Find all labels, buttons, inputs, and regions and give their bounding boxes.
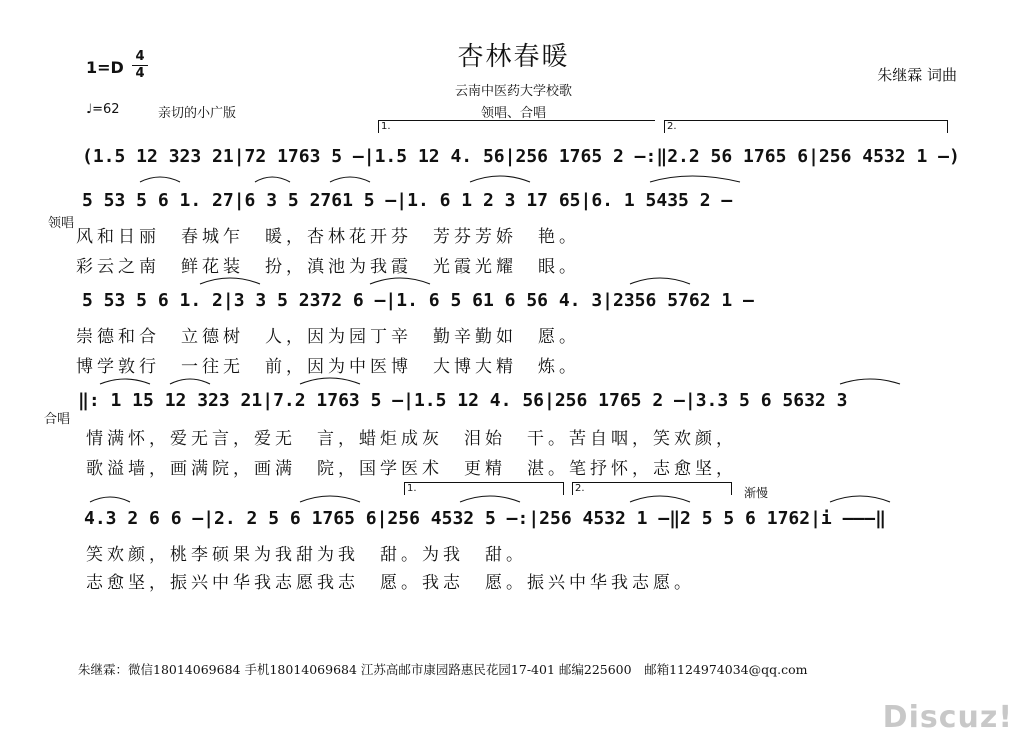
score-line-2-lyrics-a: 风和日丽 春城乍 暖，杏林花开芬 芳芬芳娇 艳。: [76, 227, 580, 247]
score-line-4-notes: ‖: 1 15 12 323 21|7.2 1763 5 –|1.5 12 4. 56|256 1765 2 –|3.3 5 6 5632 3: [78, 390, 848, 411]
score-line-2-notes: 5 53 5 6 1. 27|6 3 5 2761 5 –|1. 6 1 2 3 17 65|6. 1 5435 2 –: [82, 190, 733, 211]
score-line-3-lyrics-b: 博学敦行 一往无 前，因为中医博 大博大精 炼。: [76, 357, 580, 377]
volta-label: 1.: [407, 483, 417, 494]
slur-mark: [330, 177, 370, 182]
style-marking: 亲切的小广版: [158, 106, 237, 121]
slur-mark: [140, 177, 180, 182]
score-line-3-lyrics-a: 崇德和合 立德树 人，因为园丁辛 勤辛勤如 愿。: [76, 327, 580, 347]
performance-note: 领唱、合唱: [480, 106, 546, 121]
volta-label: 2.: [667, 121, 677, 132]
chorus-label: 合唱: [44, 412, 71, 427]
slur-mark: [170, 379, 210, 384]
song-title: 杏林春暖: [457, 42, 570, 72]
volta-label: 2.: [575, 483, 585, 494]
meter-top: 4: [135, 49, 145, 64]
score-line-1-notes: (1.5 12 323 21|72 1763 5 –|1.5 12 4. 56|256 1765 2 –:‖2.2 56 1765 6|256 4532 1 –): [82, 146, 960, 167]
slur-mark: [370, 278, 430, 284]
slur-mark: [840, 379, 900, 384]
contact-footer: 朱继霖：微信18014069684 手机18014069684 江苏高邮市康园路惠民花园17-401 邮编225600 邮箱1124974034@qq.com: [78, 662, 808, 677]
score-line-4-lyrics-a: 情满怀，爱无言，爱无 言，蜡炬成灰 泪始 干。苦自咽，笑欢颜，: [86, 429, 737, 449]
slur-mark: [650, 176, 740, 182]
slur-mark: [90, 497, 130, 502]
score-line-5-notes: 4.3 2 6 6 –|2. 2 5 6 1765 6|256 4532 5 –:|256 4532 1 –‖2 5 5 6 1762|i –––‖: [84, 508, 886, 529]
volta-label: 1.: [381, 121, 391, 132]
slur-mark: [630, 496, 690, 502]
author-credit: 朱继霖 词曲: [877, 66, 957, 84]
song-subtitle: 云南中医药大学校歌: [454, 84, 572, 99]
score-line-4-lyrics-b: 歌溢墙，画满院，画满 院，国学医术 更精 湛。笔抒怀，志愈坚，: [86, 459, 737, 479]
slur-mark: [300, 496, 360, 502]
slur-mark: [255, 177, 290, 182]
slur-mark: [460, 496, 520, 502]
slur-mark: [100, 379, 150, 384]
score-line-5-lyrics-a: 笑欢颜，桃李硕果为我甜为我 甜。为我 甜。: [86, 545, 527, 565]
meter-bottom: 4: [135, 66, 145, 81]
slur-mark: [300, 378, 360, 384]
tempo-marking: ♩=62: [86, 102, 120, 117]
slur-mark: [630, 278, 690, 284]
lead-singer-label: 领唱: [48, 216, 75, 231]
score-line-2-lyrics-b: 彩云之南 鲜花装 扮，滇池为我霞 光霞光耀 眼。: [76, 257, 580, 277]
score-line-5-lyrics-b: 志愈坚，振兴中华我志愿我志 愿。我志 愿。振兴中华我志愿。: [86, 573, 695, 593]
slur-mark: [200, 278, 260, 284]
score-line-3-notes: 5 53 5 6 1. 2|3 3 5 2372 6 –|1. 6 5 61 6 56 4. 3|2356 5762 1 –: [82, 290, 754, 311]
slur-mark: [830, 496, 890, 502]
key-signature: 1=D: [86, 58, 124, 77]
ritardando-marking: 渐慢: [744, 486, 769, 500]
slur-mark: [470, 176, 530, 182]
watermark-logo: Discuz!: [882, 700, 1013, 735]
